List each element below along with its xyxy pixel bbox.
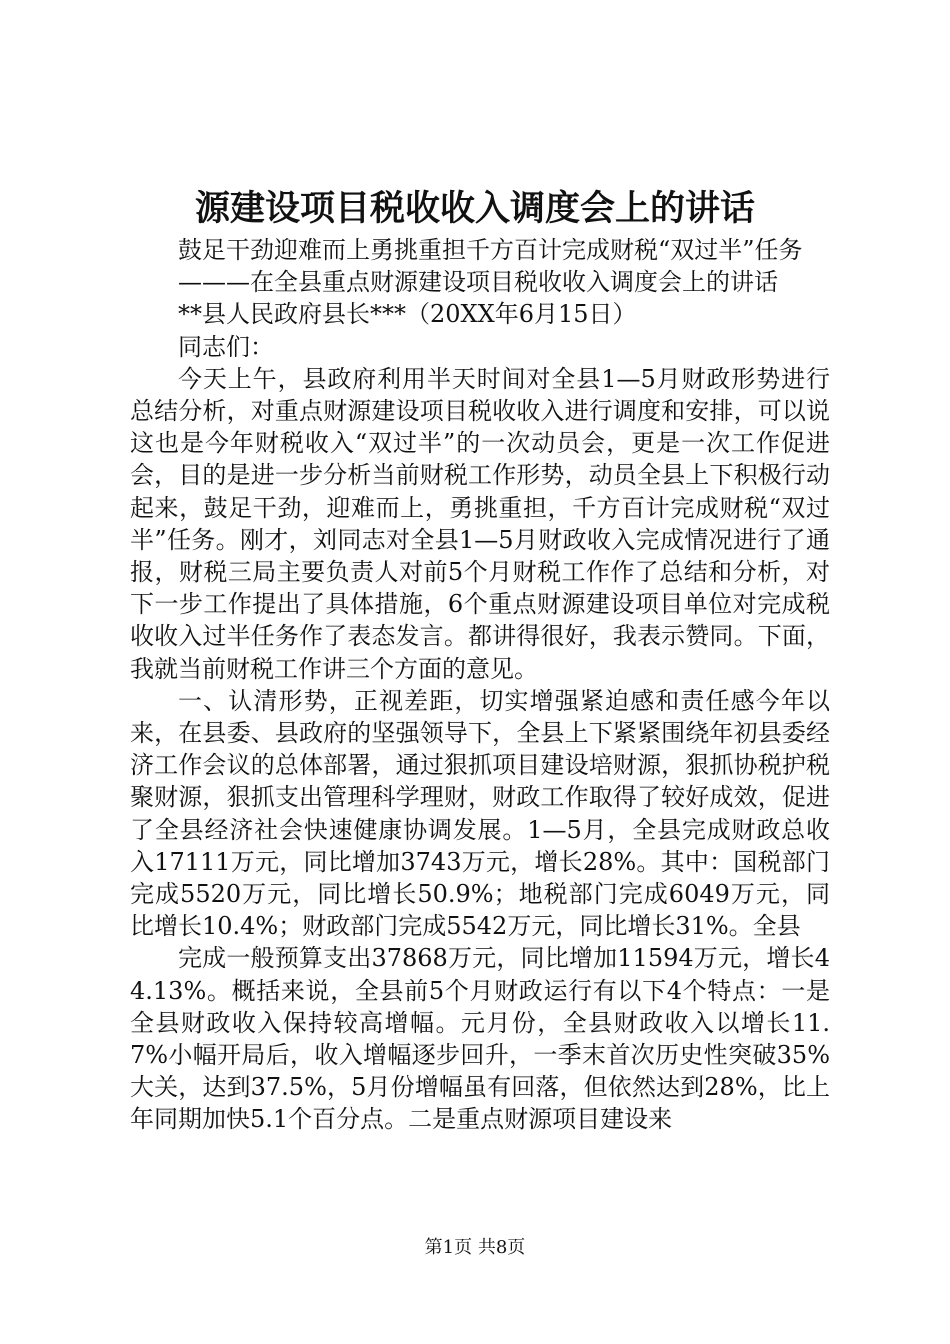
speech-occasion-line: ———在全县重点财源建设项目税收收入调度会上的讲话 <box>178 268 778 297</box>
body-paragraph: 今天上午，县政府利用半天时间对全县1—5月财政形势进行总结分析，对重点财源建设项目税收收入进行调度和安排，可以说这也是今年财税收入“双过半”的一次动员会，更是一次工作促进会，目的是进一步分析当前财税工作形势，动员全县上下积极行动起来，鼓足干劲，迎难而上，勇挑重担，千方百计完成财税“双过半”任务。刚才，刘同志对全县1—5月财政收入完成情况进行了通报，财税三局主要负责人对前5个月财税工作作了总结和分析，对下一步工作提出了具体措施，6个重点财源建设项目单位对完成税收收入过半任务作了表态发言。都讲得很好，我表示赞同。下面，我就当前财税工作讲三个方面的意见。 <box>130 364 830 683</box>
speaker-date-line: **县人民政府县长***（20XX年6月15日） <box>178 300 637 329</box>
document-body <box>130 234 830 1136</box>
body-paragraph: 一、认清形势，正视差距，切实增强紧迫感和责任感今年以来，在县委、县政府的坚强领导下，全县上下紧紧围绕年初县委经济工作会议的总体部署，通过狠抓项目建设培财源，狠抓协税护税聚财源，狠抓支出管理科学理财，财政工作取得了较好成效，促进了全县经济社会快速健康协调发展。1—5月，全县完成财政总收入17111万元，同比增加3743万元，增长28%。其中：国税部门完成5520万元，同比增长50.9%；地税部门完成6049万元，同比增长10.4%；财政部门完成5542万元，同比增长31%。全县 <box>130 686 830 941</box>
subtitle-paragraph: 鼓足干劲迎难而上勇挑重担千方百计完成财税“双过半”任务 <box>178 236 803 264</box>
document-title: 源建设项目税收收入调度会上的讲话 <box>194 188 755 229</box>
salutation: 同志们： <box>178 332 274 361</box>
body-paragraph: 完成一般预算支出37868万元，同比增加11594万元，增长44.13%。概括来说，全县前5个月财政运行有以下4个特点：一是全县财政收入保持较高增幅。元月份，全县财政收入以增长11.7%小幅开局后，收入增幅逐步回升，一季末首次历史性突破35%大关，达到37.5%，5月份增幅虽有回落，但依然达到28%，比上年同期加快5.1个百分点。二是重点财源项目建设来 <box>130 944 830 1134</box>
page-number-footer: 第1页 共8页 <box>424 1237 526 1258</box>
